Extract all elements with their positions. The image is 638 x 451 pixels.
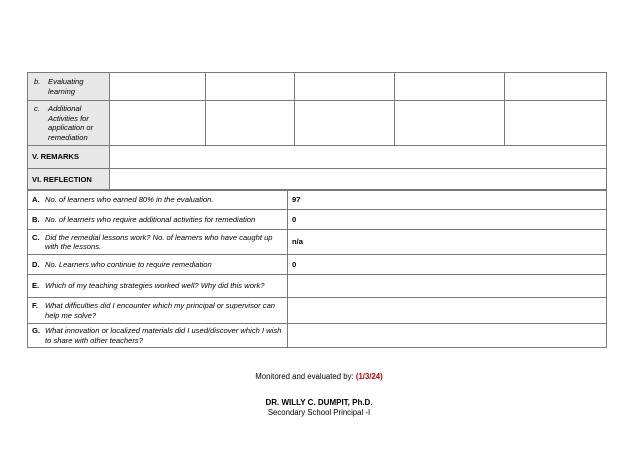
question-letter: D. (32, 259, 40, 269)
question-cell (28, 298, 288, 324)
row-reflection (28, 169, 607, 191)
reflection-row (28, 298, 607, 324)
principal-title: Secondary School Principal -I (267, 408, 371, 417)
answer-cell[interactable] (288, 298, 607, 324)
item-label-text: Additional Activities for application or remediation (48, 104, 94, 142)
reflection-row (28, 324, 607, 348)
day-cell[interactable] (395, 101, 505, 146)
reflection-row (28, 190, 607, 210)
lesson-plan-table-upper (27, 72, 607, 191)
reflection-heading: VI. REFLECTION (28, 169, 110, 191)
day-cell[interactable] (295, 73, 395, 101)
additional-activities-label-cell (28, 101, 110, 146)
question-cell (28, 230, 288, 255)
reflection-row (28, 210, 607, 230)
question-letter: F. (32, 301, 38, 310)
reflection-row (28, 230, 607, 255)
reflection-table (27, 189, 607, 348)
question-text: No. of learners who require additional activities for remediation (45, 214, 256, 224)
answer-cell[interactable]: 0 (288, 210, 607, 230)
item-label-text: Evaluating learning (48, 77, 84, 96)
question-text: Did the remedial lessons work? No. of learners who have caught up with the lessons. (45, 232, 273, 251)
answer-cell[interactable] (288, 324, 607, 348)
question-cell (28, 255, 288, 275)
question-text: What innovation or localized materials did I used/discover which I wish to share with other teachers? (45, 326, 282, 345)
remarks-heading: V. REMARKS (28, 146, 110, 169)
question-letter: G. (32, 326, 41, 335)
day-cell[interactable] (295, 101, 395, 146)
day-cell[interactable] (505, 73, 607, 101)
day-cell[interactable] (206, 101, 295, 146)
item-letter: c. (34, 104, 40, 113)
row-remarks (28, 146, 607, 169)
row-evaluating-learning (28, 73, 607, 101)
day-cell[interactable] (206, 73, 295, 101)
monitored-label: Monitored and evaluated by: (255, 372, 354, 381)
monitored-by-line (0, 372, 638, 381)
question-cell (28, 324, 288, 348)
answer-cell[interactable] (288, 275, 607, 298)
question-cell (28, 275, 288, 298)
question-letter: C. (32, 232, 40, 242)
reflection-row (28, 255, 607, 275)
remarks-cell[interactable] (110, 146, 607, 169)
answer-cell[interactable]: 97 (288, 190, 607, 210)
question-text: What difficulties did I encounter which my principal or supervisor can help me solve? (45, 301, 276, 320)
answer-cell[interactable]: n/a (288, 230, 607, 255)
day-cell[interactable] (395, 73, 505, 101)
evaluating-learning-label-cell (28, 73, 110, 101)
question-cell (28, 210, 288, 230)
reflection-row (28, 275, 607, 298)
monitored-date: (1/3/24) (355, 372, 383, 381)
question-cell (28, 190, 288, 210)
question-text: No. Learners who continue to require remediation (45, 259, 212, 269)
question-letter: E. (32, 281, 40, 291)
question-text: Which of my teaching strategies worked well? Why did this work? (45, 281, 265, 291)
answer-cell[interactable]: 0 (288, 255, 607, 275)
question-text: No. of learners who earned 80% in the evaluation. (45, 194, 214, 204)
day-cell[interactable] (110, 73, 206, 101)
day-cell[interactable] (110, 101, 206, 146)
day-cell[interactable] (505, 101, 607, 146)
reflection-cell[interactable] (110, 169, 607, 191)
question-letter: A. (32, 194, 40, 204)
row-additional-activities (28, 101, 607, 146)
question-letter: B. (32, 214, 40, 224)
principal-name: DR. WILLY C. DUMPIT, Ph.D. (265, 398, 373, 407)
item-letter: b. (34, 77, 41, 86)
